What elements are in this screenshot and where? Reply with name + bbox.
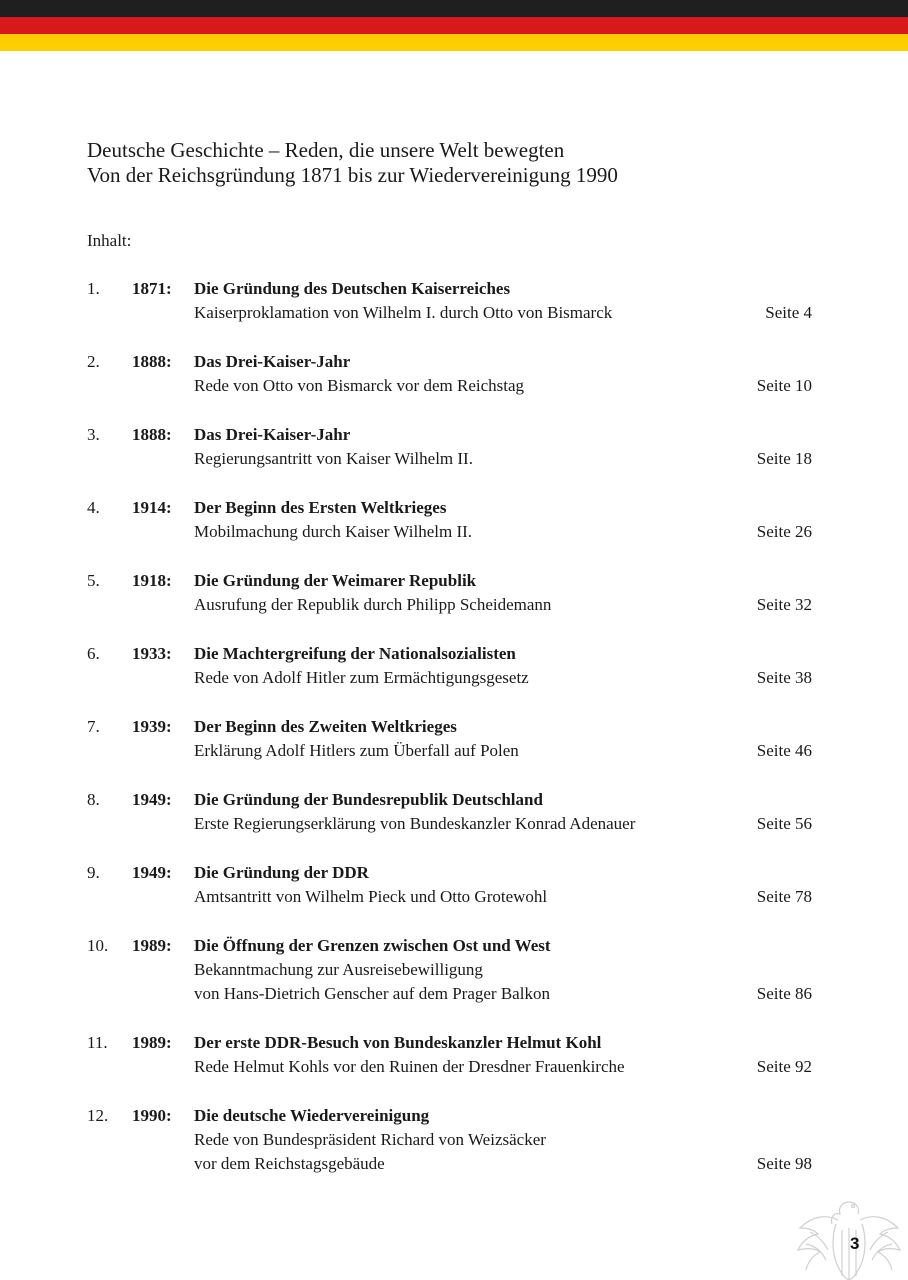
entry-heading: Die deutsche Wiedervereinigung: [194, 1106, 430, 1125]
entry-page-reference: Seite 32: [756, 595, 812, 614]
entry-page-reference: Seite 56: [756, 814, 812, 833]
entry-page-reference: Seite 86: [756, 984, 812, 1003]
entry-description: [194, 666, 529, 690]
title-line-2: Von der Reichsgründung 1871 bis zur Wiedervereinigung 1990: [87, 163, 618, 187]
entry-year: 1871:: [132, 279, 172, 298]
toc-entry: [0, 423, 908, 496]
entry-description: [194, 812, 635, 836]
flag-stripe-red: [0, 17, 908, 34]
contents-label: Inhalt:: [87, 231, 132, 250]
entry-description-line: Regierungsantritt von Kaiser Wilhelm II.: [194, 449, 473, 468]
toc-entry: [0, 496, 908, 569]
toc-entry: [0, 277, 908, 350]
entry-description-line: von Hans-Dietrich Genscher auf dem Prager Balkon: [194, 984, 550, 1003]
entry-page-reference: Seite 78: [756, 887, 812, 906]
entry-heading: Die Gründung der Bundesrepublik Deutschland: [194, 790, 543, 809]
entry-year: 1933:: [132, 644, 172, 663]
entry-number: 12.: [87, 1106, 109, 1125]
toc-entry: [0, 1104, 908, 1201]
entry-heading: Die Machtergreifung der Nationalsozialisten: [194, 644, 516, 663]
entry-year: 1989:: [132, 1033, 172, 1052]
entry-year: 1888:: [132, 352, 172, 371]
flag-stripe-black: [0, 0, 908, 17]
page-number: 3: [850, 1234, 860, 1253]
entry-description-line: Mobilmachung durch Kaiser Wilhelm II.: [194, 522, 473, 541]
entry-description: [194, 520, 472, 544]
entry-year: 1939:: [132, 717, 172, 736]
entry-number: 2.: [87, 352, 100, 371]
title-line-1: Deutsche Geschichte – Reden, die unsere Welt bewegten: [87, 138, 565, 162]
entry-description-line: Kaiserproklamation von Wilhelm I. durch Otto von Bismarck: [194, 303, 613, 322]
entry-description: [194, 885, 547, 909]
entry-heading: Der Beginn des Ersten Weltkrieges: [194, 498, 447, 517]
entry-page-reference: Seite 4: [765, 303, 812, 322]
entry-description: [194, 593, 551, 617]
entry-description: [194, 958, 550, 1006]
toc-entry: [0, 788, 908, 861]
entry-page-reference: Seite 46: [756, 741, 812, 760]
entry-description-line: Rede von Bundespräsident Richard von Weizsäcker: [194, 1130, 546, 1149]
entry-heading: Der Beginn des Zweiten Weltkrieges: [194, 717, 457, 736]
entry-description-line: vor dem Reichstagsgebäude: [194, 1154, 385, 1173]
entry-heading: Das Drei-Kaiser-Jahr: [194, 352, 351, 371]
entry-heading: Die Öffnung der Grenzen zwischen Ost und West: [194, 936, 551, 955]
entry-description-line: Ausrufung der Republik durch Philipp Scheidemann: [194, 595, 552, 614]
entry-description-line: Erste Regierungserklärung von Bundeskanzler Konrad Adenauer: [194, 814, 636, 833]
toc-entry: [0, 642, 908, 715]
entry-year: 1888:: [132, 425, 172, 444]
entry-year: 1949:: [132, 790, 172, 809]
entry-page-reference: Seite 18: [756, 449, 812, 468]
toc-entry: [0, 350, 908, 423]
toc-entry: [0, 1031, 908, 1104]
entry-page-reference: Seite 26: [756, 522, 812, 541]
entry-description-line: Erklärung Adolf Hitlers zum Überfall auf Polen: [194, 741, 519, 760]
table-of-contents: [0, 277, 908, 1201]
entry-page-reference: Seite 10: [756, 376, 812, 395]
entry-description: [194, 1055, 625, 1079]
entry-year: 1990:: [132, 1106, 172, 1125]
entry-description: [194, 301, 612, 325]
toc-entry: [0, 569, 908, 642]
entry-heading: Das Drei-Kaiser-Jahr: [194, 425, 351, 444]
entry-description-line: Rede von Otto von Bismarck vor dem Reichstag: [194, 376, 525, 395]
entry-heading: Die Gründung der Weimarer Republik: [194, 571, 477, 590]
entry-description-line: Amtsantritt von Wilhelm Pieck und Otto Grotewohl: [194, 887, 548, 906]
entry-heading: Die Gründung des Deutschen Kaiserreiches: [194, 279, 511, 298]
toc-entry: [0, 934, 908, 1031]
entry-year: 1989:: [132, 936, 172, 955]
entry-description-line: Rede von Adolf Hitler zum Ermächtigungsgesetz: [194, 668, 529, 687]
entry-year: 1914:: [132, 498, 172, 517]
toc-entry: [0, 861, 908, 934]
entry-description-line: Rede Helmut Kohls vor den Ruinen der Dresdner Frauenkirche: [194, 1057, 625, 1076]
entry-description: [194, 1128, 546, 1176]
entry-number: 6.: [87, 644, 100, 663]
document-title: [87, 138, 618, 188]
entry-page-reference: Seite 92: [756, 1057, 812, 1076]
flag-stripe-gold: [0, 34, 908, 51]
entry-heading: Der erste DDR-Besuch von Bundeskanzler Helmut Kohl: [194, 1033, 602, 1052]
entry-number: 3.: [87, 425, 100, 444]
entry-heading: Die Gründung der DDR: [194, 863, 369, 882]
entry-page-reference: Seite 38: [756, 668, 812, 687]
entry-year: 1918:: [132, 571, 172, 590]
entry-page-reference: Seite 98: [756, 1154, 812, 1173]
entry-number: 10.: [87, 936, 109, 955]
entry-number: 11.: [87, 1033, 108, 1052]
entry-description: [194, 739, 519, 763]
entry-number: 9.: [87, 863, 100, 882]
entry-description-line: Bekanntmachung zur Ausreisebewilligung: [194, 960, 483, 979]
federal-eagle-icon: [790, 1190, 908, 1280]
toc-entry: [0, 715, 908, 788]
entry-number: 1.: [87, 279, 100, 298]
entry-year: 1949:: [132, 863, 172, 882]
entry-number: 4.: [87, 498, 100, 517]
entry-number: 7.: [87, 717, 100, 736]
entry-number: 5.: [87, 571, 100, 590]
entry-description: [194, 374, 524, 398]
entry-number: 8.: [87, 790, 100, 809]
entry-description: [194, 447, 473, 471]
